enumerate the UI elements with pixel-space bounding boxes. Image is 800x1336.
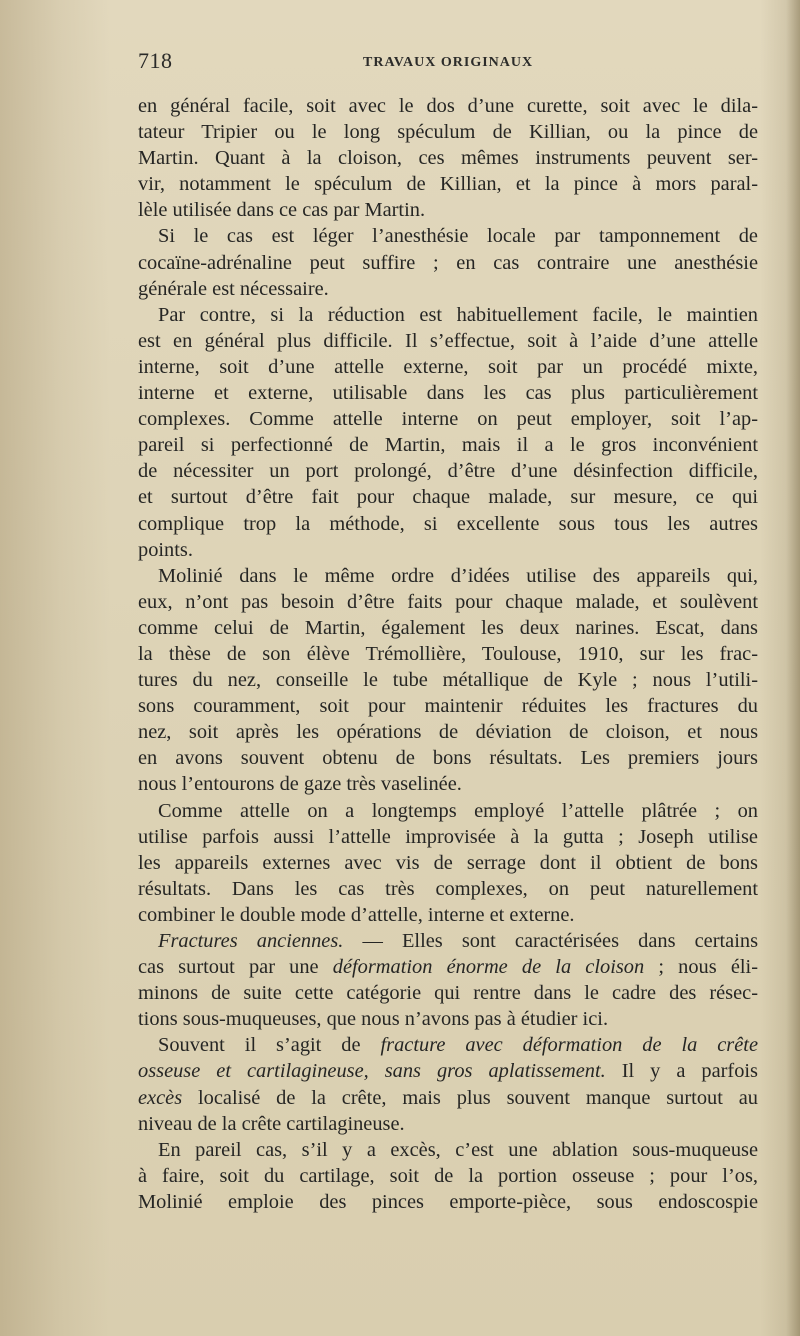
text-line (138, 1111, 758, 1137)
text-line (138, 458, 758, 484)
text-run: Comme attelle on a longtemps employé l’attelle plâtrée ; on (158, 799, 758, 822)
text-line (138, 954, 758, 980)
text-run: pareil si perfectionné de Martin, mais il a le gros inconvénient (138, 434, 758, 457)
text-line (138, 745, 758, 771)
text-run: complique trop la méthode, si excellente sous tous les autres (138, 512, 758, 535)
text-run: Martin. Quant à la cloison, ces mêmes instruments peuvent ser- (138, 147, 758, 170)
text-run: la thèse de son élève Trémollière, Toulouse, 1910, sur les frac- (138, 642, 758, 665)
text-line (138, 171, 758, 197)
text-line (138, 537, 758, 563)
text-line (138, 354, 758, 380)
text-run: En pareil cas, s’il y a excès, c’est une ablation sous-muqueuse (158, 1138, 758, 1161)
text-line (138, 589, 758, 615)
text-run: ; nous éli- (644, 956, 759, 979)
text-run: de nécessiter un port prolongé, d’être d’une désinfection difficile, (138, 460, 758, 483)
text-line (138, 615, 758, 641)
text-line (138, 1006, 758, 1032)
text-line (138, 93, 758, 119)
text-line (138, 380, 758, 406)
text-line (138, 876, 758, 902)
text-run: résultats. Dans les cas très complexes, on peut naturellement (138, 877, 758, 900)
text-run: sons couramment, soit pour maintenir réduites les fractures du (138, 695, 758, 718)
text-line (138, 511, 758, 537)
text-line (138, 563, 758, 589)
text-line (138, 432, 758, 458)
text-run: en avons souvent obtenu de bons résultats. Les premiers jours (138, 747, 758, 770)
text-line (138, 980, 758, 1006)
text-run: combiner le double mode d’attelle, interne et externe. (138, 903, 575, 926)
running-head (138, 48, 758, 74)
text-run: points. (138, 538, 193, 561)
italic-text-run: Fractures anciennes. (158, 930, 344, 952)
text-run: tions sous-muqueuses, que nous n’avons pas à étudier ici. (138, 1008, 609, 1031)
text-line (138, 1085, 758, 1111)
text-run: générale est nécessaire. (138, 277, 329, 300)
section-title: TRAVAUX ORIGINAUX (363, 55, 534, 70)
text-line (138, 641, 758, 667)
text-line (138, 824, 758, 850)
text-run: comme celui de Martin, également les deux narines. Escat, dans (138, 616, 758, 639)
text-run: complexes. Comme attelle interne on peut employer, soit l’ap- (138, 408, 758, 431)
text-line (138, 223, 758, 249)
text-line (138, 119, 758, 145)
text-run: interne et externe, utilisable dans les cas plus particulièrement (138, 382, 758, 405)
text-run: est en général plus difficile. Il s’effectue, soit à l’aide d’une attelle (138, 329, 758, 352)
text-line (138, 693, 758, 719)
text-line (138, 250, 758, 276)
text-line (138, 928, 758, 954)
text-run: vir, notamment le spéculum de Killian, et la pince à mors paral- (138, 173, 758, 196)
text-line (138, 328, 758, 354)
italic-text-run: excès (138, 1086, 183, 1109)
italic-text-run: fracture avec déformation de la crête (380, 1034, 759, 1057)
text-run: Molinié dans le même ordre d’idées utilise des appareils qui, (158, 564, 758, 587)
text-run: et surtout d’être fait pour chaque malade, sur mesure, ce qui (138, 486, 758, 509)
text-line (138, 484, 758, 510)
text-run: eux, n’ont pas besoin d’être faits pour chaque malade, et soulèvent (138, 590, 758, 613)
text-line (138, 406, 758, 432)
text-run: cocaïne-adrénaline peut suffire ; en cas contraire une anesthésie (138, 251, 758, 274)
text-run: en général facile, soit avec le dos d’une curette, soit avec le dila- (138, 95, 758, 117)
text-run: utilise parfois aussi l’attelle improvisée à la gutta ; Joseph utilise (138, 825, 758, 848)
text-line (138, 667, 758, 693)
text-run: tateur Tripier ou le long spéculum de Killian, ou la pince de (138, 121, 758, 144)
text-run: cas surtout par une (138, 956, 333, 979)
text-run: nous l’entourons de gaze très vaselinée. (138, 773, 462, 796)
text-run: Souvent il s’agit de (158, 1034, 381, 1057)
text-line (138, 197, 758, 223)
text-run: interne, soit d’une attelle externe, soit par un procédé mixte, (138, 355, 758, 378)
text-line (138, 145, 758, 171)
text-run: localisé de la crête, mais plus souvent manque surtout au (182, 1086, 758, 1109)
italic-text-run: osseuse et cartilagineuse, sans gros aplatissement. (138, 1060, 606, 1083)
text-run: Si le cas est léger l’anesthésie locale par tamponnement de (158, 225, 758, 248)
text-run: Par contre, si la réduction est habituellement facile, le maintien (158, 303, 758, 326)
body-text (138, 93, 758, 1215)
text-line (138, 302, 758, 328)
page-number: 718 (138, 48, 173, 73)
text-run: les appareils externes avec vis de serrage dont il obtient de bons (138, 851, 758, 874)
text-run: Il y a parfois (605, 1060, 758, 1083)
text-run: Molinié emploie des pinces emporte-pièce, sous endoscospie (138, 1190, 758, 1213)
text-run: lèle utilisée dans ce cas par Martin. (138, 199, 426, 222)
text-run: minons de suite cette catégorie qui rentre dans le cadre des résec- (138, 982, 758, 1005)
text-line (138, 798, 758, 824)
text-line (138, 1058, 758, 1084)
text-line (138, 1189, 758, 1215)
text-line (138, 1163, 758, 1189)
text-line (138, 1137, 758, 1163)
text-line (138, 902, 758, 928)
text-run: — Elles sont caractérisées dans certains (343, 930, 759, 952)
text-line (138, 850, 758, 876)
text-line (138, 771, 758, 797)
text-run: nez, soit après les opérations de déviation de cloison, et nous (138, 721, 758, 744)
text-run: à faire, soit du cartilage, soit de la portion osseuse ; pour l’os, (138, 1164, 758, 1187)
text-line (138, 719, 758, 745)
text-run: niveau de la crête cartilagineuse. (138, 1112, 405, 1135)
text-run: tures du nez, conseille le tube métallique de Kyle ; nous l’utili- (138, 669, 758, 692)
text-line (138, 276, 758, 302)
italic-text-run: déformation énorme de la cloison (332, 956, 645, 979)
text-line (138, 1032, 758, 1058)
